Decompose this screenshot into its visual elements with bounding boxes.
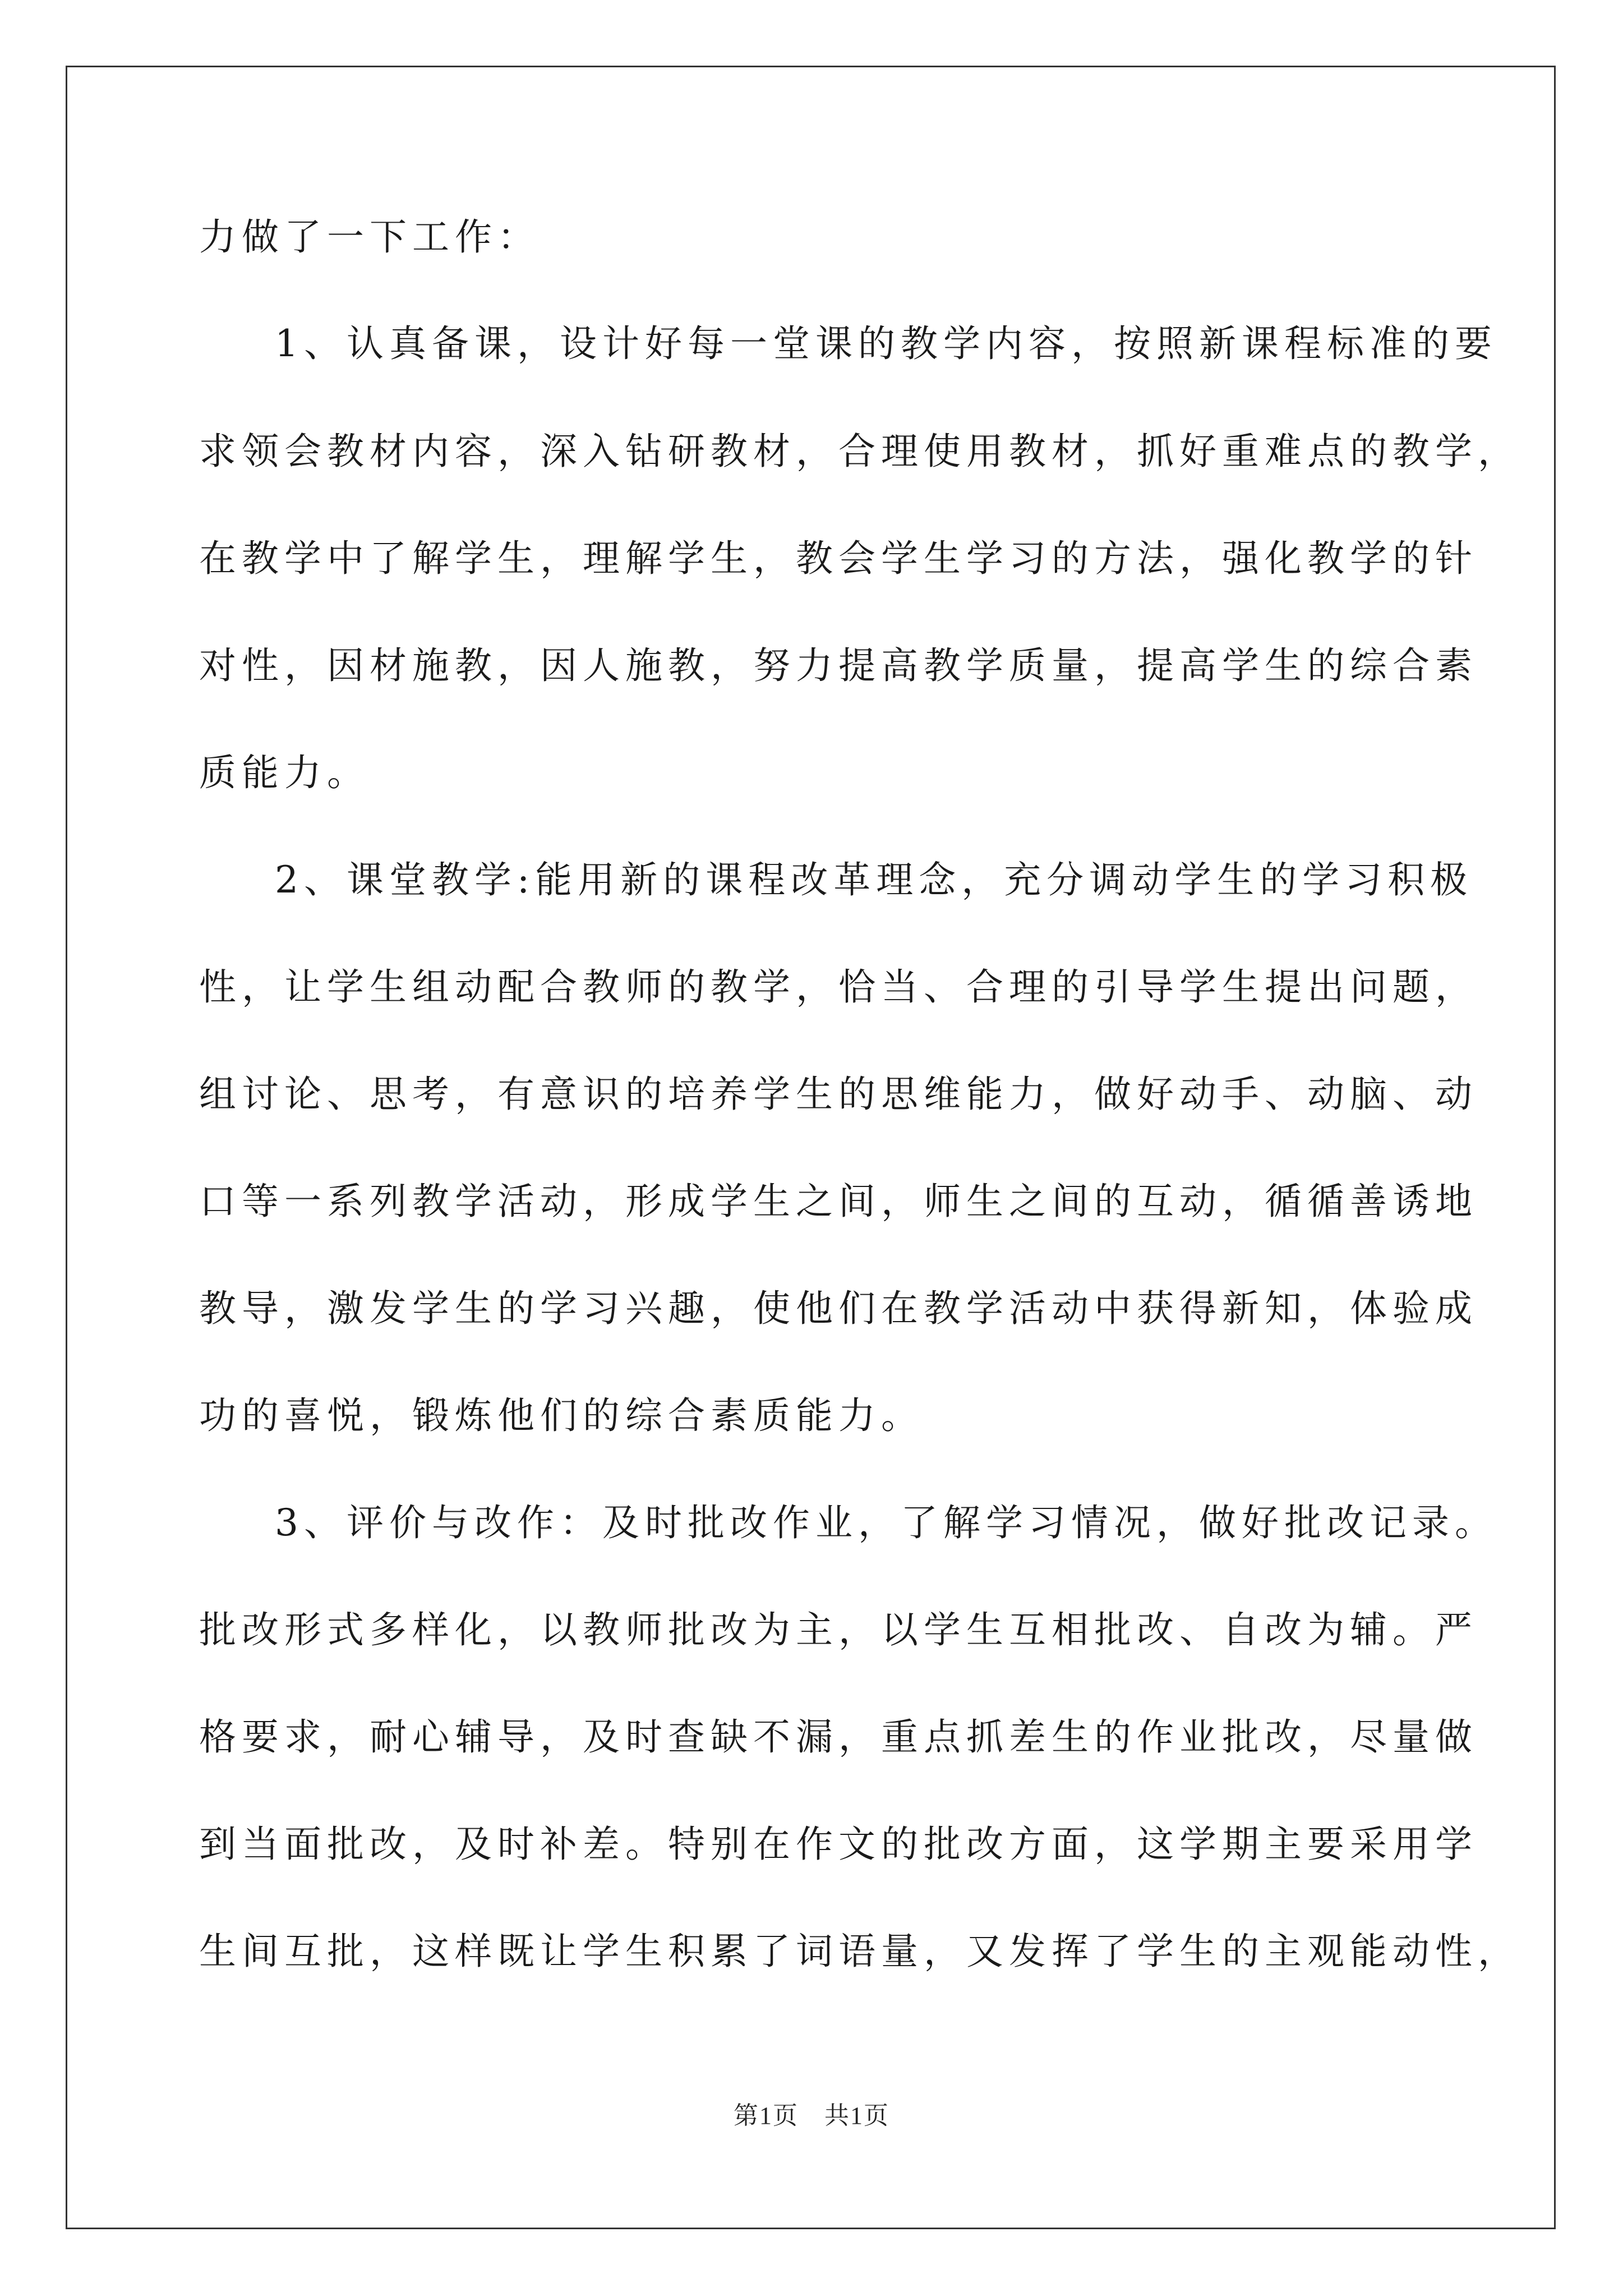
page-border xyxy=(66,66,1556,2229)
text-line: 格要求，耐心辅导，及时查缺不漏，重点抓差生的作业批改，尽量做 xyxy=(199,1715,1478,1759)
text-line: 力做了一下工作： xyxy=(199,215,540,259)
page-number-footer: 第1页 共1页 xyxy=(734,2102,889,2129)
text-line: 性，让学生组动配合教师的教学，恰当、合理的引导学生提出问题， xyxy=(199,965,1478,1009)
text-line: 教导，激发学生的学习兴趣，使他们在教学活动中获得新知，体验成 xyxy=(199,1287,1478,1330)
paragraph-2-start: 2、课堂教学:能用新的课程改革理念，充分调动学生的学习积极 xyxy=(275,858,1473,901)
text-line: 质能力。 xyxy=(199,751,370,794)
text-line: 口等一系列教学活动，形成学生之间，师生之间的互动，循循善诱地 xyxy=(199,1180,1478,1223)
paragraph-3-start: 3、评价与改作：及时批改作业，了解学习情况，做好批改记录。 xyxy=(275,1501,1497,1544)
text-line: 到当面批改，及时补差。特别在作文的批改方面，这学期主要采用学 xyxy=(199,1823,1478,1866)
text-line: 批改形式多样化，以教师批改为主，以学生互相批改、自改为辅。严 xyxy=(199,1608,1478,1651)
text-line: 求领会教材内容，深入钻研教材，合理使用教材，抓好重难点的教学， xyxy=(199,430,1520,473)
text-line: 功的喜悦，锻炼他们的综合素质能力。 xyxy=(199,1394,924,1437)
text-line: 对性，因材施教，因人施教，努力提高教学质量，提高学生的综合素 xyxy=(199,644,1478,687)
text-line: 在教学中了解学生，理解学生，教会学生学习的方法，强化教学的针 xyxy=(199,537,1478,580)
paragraph-1-start: 1、认真备课，设计好每一堂课的教学内容，按照新课程标准的要 xyxy=(275,322,1497,365)
text-line: 生间互批，这样既让学生积累了词语量，又发挥了学生的主观能动性， xyxy=(199,1930,1520,1973)
text-line: 组讨论、思考，有意识的培养学生的思维能力，做好动手、动脑、动 xyxy=(199,1073,1478,1116)
